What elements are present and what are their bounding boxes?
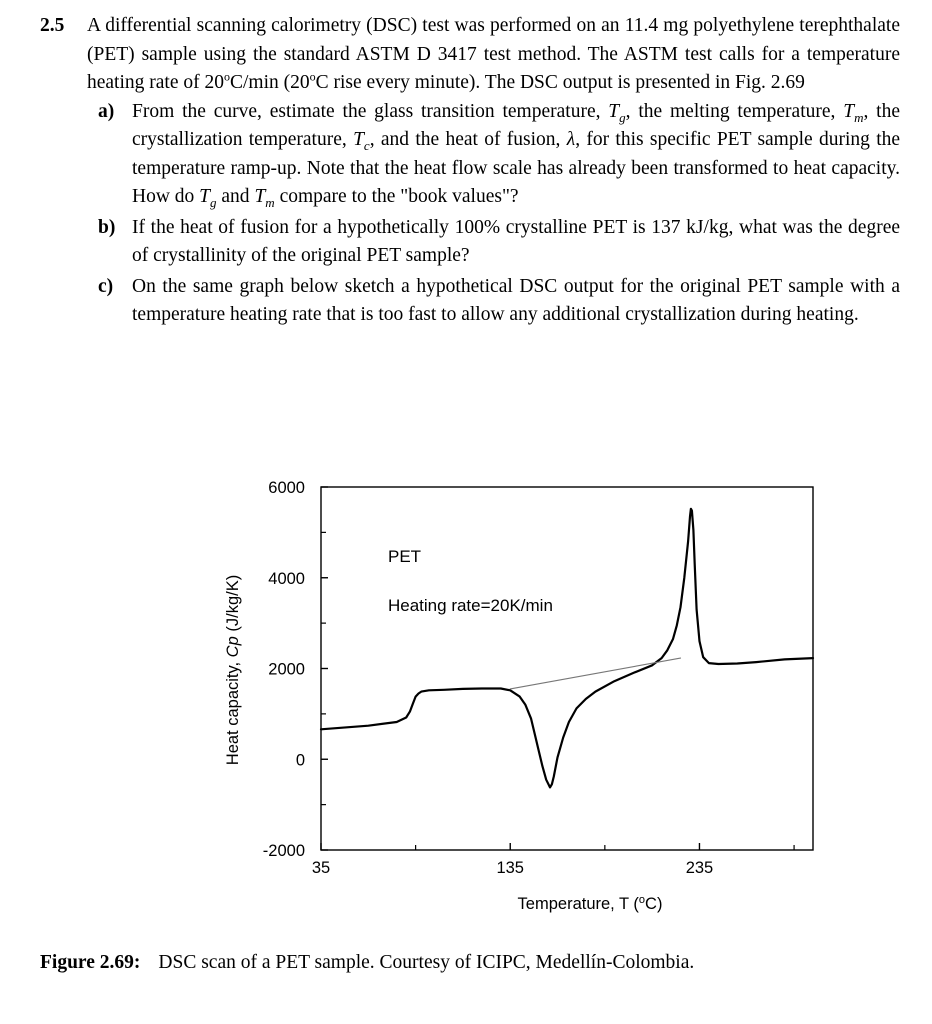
figure-caption-label: Figure 2.69: <box>40 952 141 973</box>
part-b <box>98 214 900 271</box>
figure-2-69 <box>0 465 932 925</box>
part-c-label: c) <box>98 275 114 297</box>
x-tick-label: 235 <box>685 859 714 877</box>
annotation-pet: PET <box>388 547 422 566</box>
problem-stem: A differential scanning calorimetry (DSC) test was performed on an 11.4 mg polyethylene terephthalate (PET) sample using the standard ASTM D 3417 test method. The ASTM test calls for a temperature heating rate of 20$^o$C/min (20$^o$C rise every minute). The DSC output is presented in Fig. 2.69 <box>87 15 900 93</box>
part-c <box>98 273 900 330</box>
figure-caption <box>40 952 900 974</box>
problem-number: 2.5 <box>40 15 65 36</box>
part-c-text: On the same graph below sketch a hypothetical DSC output for the original PET sample with a temperature heating rate that is too fast to allow any additional crystallization during heating. <box>132 275 900 325</box>
part-a: a) From the curve, estimate the glass transition temperature, $T_g$, the melting temperature, $T_m$, the crystallization temperature, $T_c$, and the heat of fusion, λ, for this specific PET sample during the temperature ramp-up. Note that the heat flow scale has already been transformed to heat capacity. How do $T_g$ and $T_m$ compare to the "book values"? <box>132 98 900 212</box>
problem-2-5 <box>40 12 900 330</box>
part-b-label: b) <box>98 216 116 238</box>
x-tick-label: 135 <box>496 859 524 877</box>
series-line-baseline <box>510 658 680 689</box>
part-a-label: a) <box>98 100 115 122</box>
y-tick-label: 4000 <box>268 569 305 588</box>
y-tick-label: -2000 <box>262 842 305 860</box>
y-tick-label: 0 <box>295 751 305 770</box>
x-axis-label: Temperature, T ($^o$C) <box>517 894 663 913</box>
annotation-heating-rate: Heating rate=20K/min <box>388 596 553 615</box>
x-tick-label: 35 <box>311 859 331 877</box>
x-axis-ticks <box>312 843 794 877</box>
y-axis-label: Heat capacity, Cp (J/kg/K) <box>224 574 242 766</box>
figure-caption-text: DSC scan of a PET sample. Courtesy of ICIPC, Medellín-Colombia. <box>158 952 695 973</box>
y-tick-label: 2000 <box>268 660 305 679</box>
y-axis-ticks <box>263 479 328 860</box>
plot-frame <box>321 487 813 850</box>
dsc-chart <box>0 465 932 925</box>
part-b-text: If the heat of fusion for a hypothetically 100% crystalline PET is 137 kJ/kg, what was the degree of crystallinity of the original PET sample? <box>132 216 900 266</box>
y-tick-label: 6000 <box>268 479 305 497</box>
